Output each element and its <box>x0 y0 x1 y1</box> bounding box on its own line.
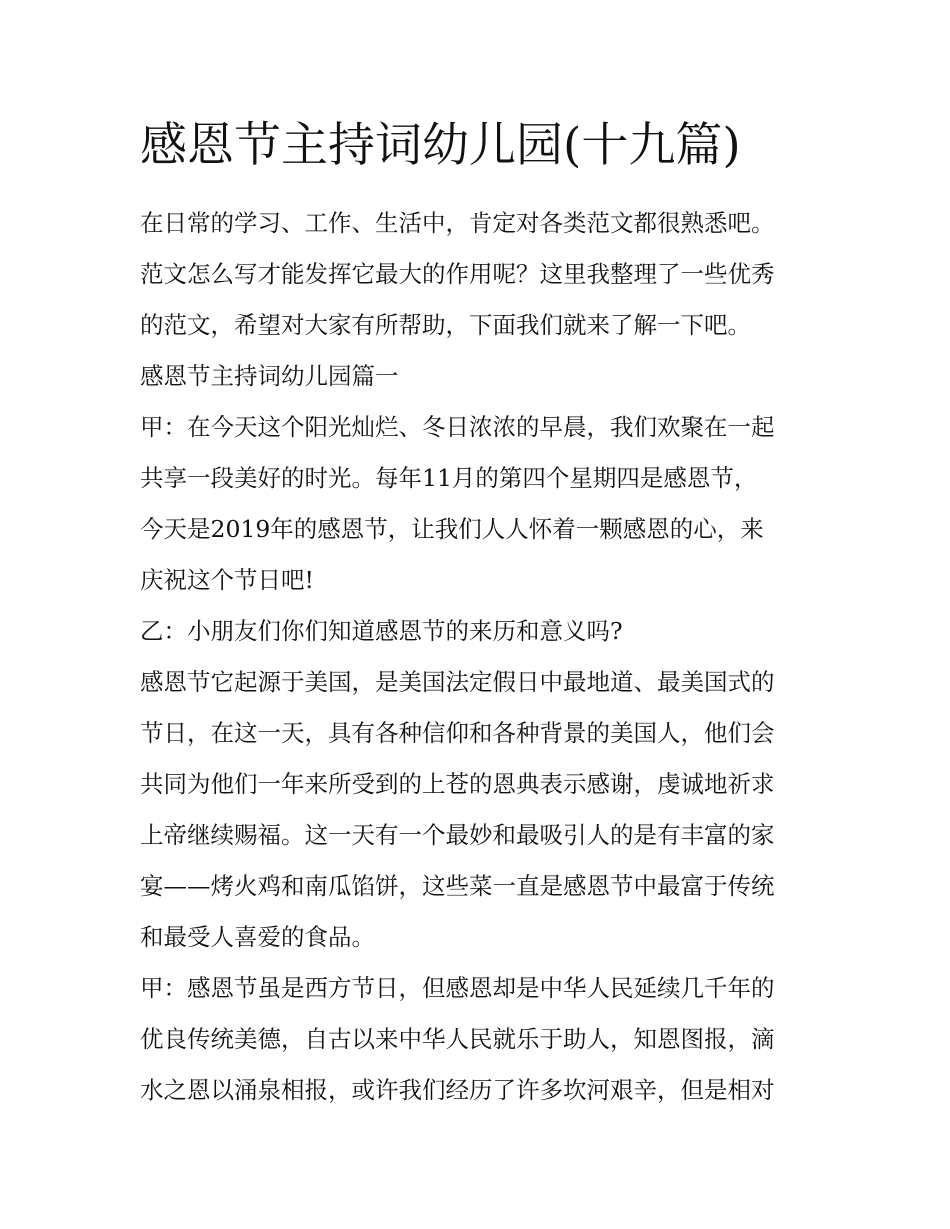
paragraph-line: 和最受人喜爱的食品。 <box>140 923 375 951</box>
paragraph-line: 水之恩以涌泉相报，或许我们经历了许多坎河艰辛，但是相对 <box>140 1076 775 1104</box>
paragraph-line: 宴——烤火鸡和南瓜馅饼，这些菜一直是感恩节中最富于传统 <box>140 872 775 900</box>
paragraph-line: 今天是2019年的感恩节，让我们人人怀着一颗感恩的心，来 <box>140 515 764 543</box>
paragraph-line: 节日，在这一天，具有各种信仰和各种背景的美国人，他们会 <box>140 719 775 747</box>
section-heading: 感恩节主持词幼儿园篇一 <box>140 362 399 390</box>
paragraph-line: 庆祝这个节日吧! <box>140 566 314 594</box>
paragraph-line: 共同为他们一年来所受到的上苍的恩典表示感谢，虔诚地祈求 <box>140 770 775 798</box>
document-title: 感恩节主持词幼儿园(十九篇) <box>140 118 741 173</box>
paragraph-line: 共享一段美好的时光。每年11月的第四个星期四是感恩节， <box>140 464 758 492</box>
paragraph-line: 甲：在今天这个阳光灿烂、冬日浓浓的早晨，我们欢聚在一起 <box>140 413 775 441</box>
paragraph-line: 乙：小朋友们你们知道感恩节的来历和意义吗? <box>140 617 623 645</box>
paragraph-line: 优良传统美德，自古以来中华人民就乐于助人，知恩图报，滴 <box>140 1025 775 1053</box>
paragraph-line: 感恩节它起源于美国，是美国法定假日中最地道、最美国式的 <box>140 668 775 696</box>
paragraph-line: 范文怎么写才能发挥它最大的作用呢？这里我整理了一些优秀 <box>140 260 775 288</box>
paragraph-line: 上帝继续赐福。这一天有一个最妙和最吸引人的是有丰富的家 <box>140 821 775 849</box>
paragraph-line: 的范文，希望对大家有所帮助，下面我们就来了解一下吧。 <box>140 311 751 339</box>
paragraph-line: 在日常的学习、工作、生活中，肯定对各类范文都很熟悉吧。 <box>140 209 775 237</box>
paragraph-line: 甲：感恩节虽是西方节日，但感恩却是中华人民延续几千年的 <box>140 974 775 1002</box>
